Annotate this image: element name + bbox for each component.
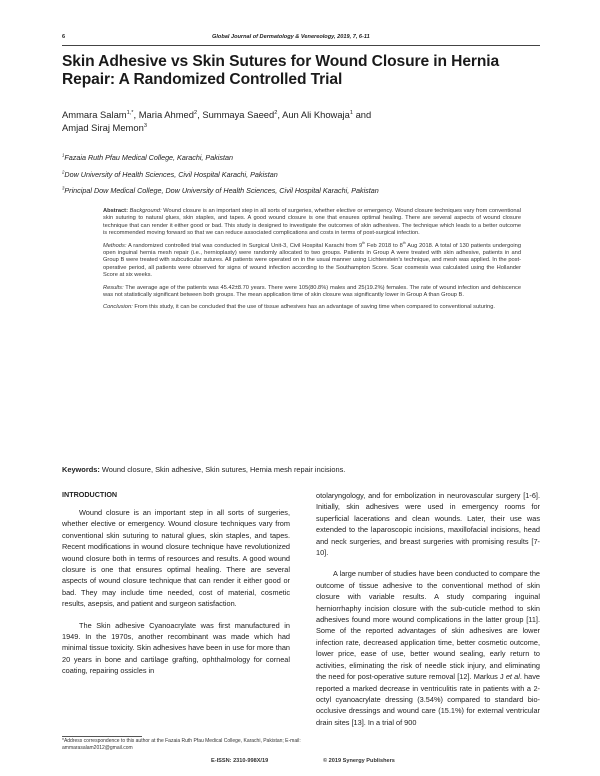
- abstract-results: Results: The average age of the patients was 45.42±8.70 years. There were 105(80.8%) males and 25(19.2%) females. The rate of wound infection and dehiscence was not statistically significant between both groups. The mean application time of skin closure was significantly lower in Group A than Group B.: [103, 284, 521, 299]
- paragraph: The Skin adhesive Cyanoacrylate was first manufactured in 1949. In the 1970s, another recombinant was made which had minimal tissue toxicity. Skin adhesives have been in use for more than 20 years in bone and cartilage grafting, ophthalmology for corneal coating, repairing ossicles in: [62, 620, 290, 676]
- author-affil-mark: 3: [143, 122, 147, 129]
- keywords: Keywords: Wound closure, Skin adhesive, Skin sutures, Hernia mesh repair incisions.: [62, 465, 346, 474]
- section-heading: INTRODUCTION: [62, 490, 118, 499]
- abstract-methods: Methods: A randomized controlled trial was conducted in Surgical Unit-3, Civil Hospital Karachi from 9th Feb 2018 to 8th Aug 2018. A total of 130 patients undergoing open inguinal hernia mesh repair (i.e., hernioplasty) were randomly allocated to two groups. Patients in Group A were treated with skin adhesive, patients in and Group B were treated with subcuticular sutures. All patients were operated on in the usual manner using Lichtenstein's technique, and mesh was applied. In the post-operative period, all patients were observed for signs of wound infection according to the Southampton Score. Scar cosmesis was calculated using the Hollander Score at six weeks.: [103, 240, 521, 279]
- author-affil-mark: 2: [274, 109, 278, 116]
- author-name: Aun Ali Khowaja: [282, 109, 350, 120]
- page-number: 6: [62, 34, 66, 40]
- author-affil-mark: 2: [193, 109, 198, 116]
- header-rule: [62, 45, 540, 46]
- paragraph: Wound closure is an important step in all sorts of surgeries, whether elective or emergency. Wound closure techniques vary from conventional skin suturing to natural glues, skin staples, and tapes. Recent modifications in wound closure technique have revolutionized wound closure both in terms of resources and results. A good wound closure is one that ensures optimal healing. There are several aspects of wound closure technique that can render it either good or bad. They may include time needed, cost of material, cosmetic results, asepsis, and patient and surgeon satisfaction.: [62, 508, 290, 609]
- left-column: [62, 507, 290, 687]
- footnote-rule: [62, 736, 142, 737]
- correspondence-footnote: *Address correspondence to this author at the Fazaia Ruth Pfau Medical College, Karachi, Pakistan; E-mail: ammarasalam2012@gmail.com: [62, 738, 301, 751]
- affiliation: $^2$Dow University of Health Sciences, Civil Hospital Karachi, Pakistan: [62, 169, 278, 179]
- paragraph: A large number of studies have been conducted to compare the outcome of tissue adhesive to the conventional method of skin closure with variable results. A study comparing inguinal herniorrhaphy incision closure with the sub-cuticle method to skin adhesives found more wound complications in the latter group [11]. Some of the reported advantages of skin adhesives are lower infection rate, decreased application time, better cosmetic outcome, lower price, ease of use, better wound sealing, early return to activities, eliminating the risk of needle stick injury, and eliminating the need for post-operative suture removal [12]. Markus J et al. have reported a marked decrease in ventriculitis rate in patients with a 2-octyl cyanoacrylate dressing (3.54%) compared to standard bio-occlusive dressings and wound care (15.1%) for external ventricular drain sites [13]. In a trial of 900: [316, 569, 540, 727]
- paragraph: otolaryngology, and for embolization in neurovascular surgery [1-6]. Initially, skin adhesives were used in emergency rooms for superficial lacerations and clean wounds. Later, their use was extended to the laparoscopic incisions, maxillofacial incisions, head and neck surgeries, and breast surgeries with promising results [7-10].: [316, 491, 540, 558]
- abstract-conclusion: Conclusion: From this study, it can be concluded that the use of tissue adhesives has an advantage of saving time when compared to conventional suturing.: [103, 304, 495, 311]
- issn: E-ISSN: 2310-998X/19: [211, 758, 269, 764]
- author-name: Amjad Siraj Memon: [62, 122, 144, 133]
- publisher: © 2019 Synergy Publishers: [323, 758, 395, 764]
- journal-running-head: Global Journal of Dermatology & Venereology, 2019, 7, 6-11: [212, 34, 370, 40]
- author-conjunction: and: [355, 109, 372, 120]
- author-name: Maria Ahmed: [138, 109, 194, 120]
- right-column: [316, 490, 540, 738]
- paper-title: Skin Adhesive vs Skin Sutures for Wound Closure in Hernia Repair: A Randomized Controlled Trial: [62, 53, 500, 88]
- affiliation: $^1$Fazaia Ruth Pfau Medical College, Karachi, Pakistan: [62, 152, 233, 162]
- author-affil-mark: 1,*: [126, 109, 134, 116]
- author-list: Ammara Salam$^{1,*}$, Maria Ahmed$^2$, Summaya Saeed$^2$, Aun Ali Khowaja$^1$ and Amjad Siraj Memon$^3$: [62, 109, 372, 133]
- abstract: [103, 208, 521, 317]
- affiliation: $^3$Principal Dow Medical College, Dow University of Health Sciences, Civil Hospital Karachi, Pakistan: [62, 185, 379, 195]
- abstract-background: Abstract: Background: Wound closure is an important step in all sorts of surgeries, whether elective or emergency. Wound closure techniques vary from conventional skin suturing to natural glues, skin staples, and tapes. A good wound closure is one that ensures optimal healing. There are several aspects of wound closure technique that can render it either good or bad. This study is designed to investigate the outcomes of skin adhesives. The technique which leads to a better outcome is recommended moving forward so that we can reduce associated complications and costs in terms of post-surgical infection.: [103, 208, 521, 237]
- author-name: Summaya Saeed: [202, 109, 275, 120]
- author-affil-mark: 1: [349, 109, 353, 116]
- author-name: Ammara Salam: [62, 109, 127, 120]
